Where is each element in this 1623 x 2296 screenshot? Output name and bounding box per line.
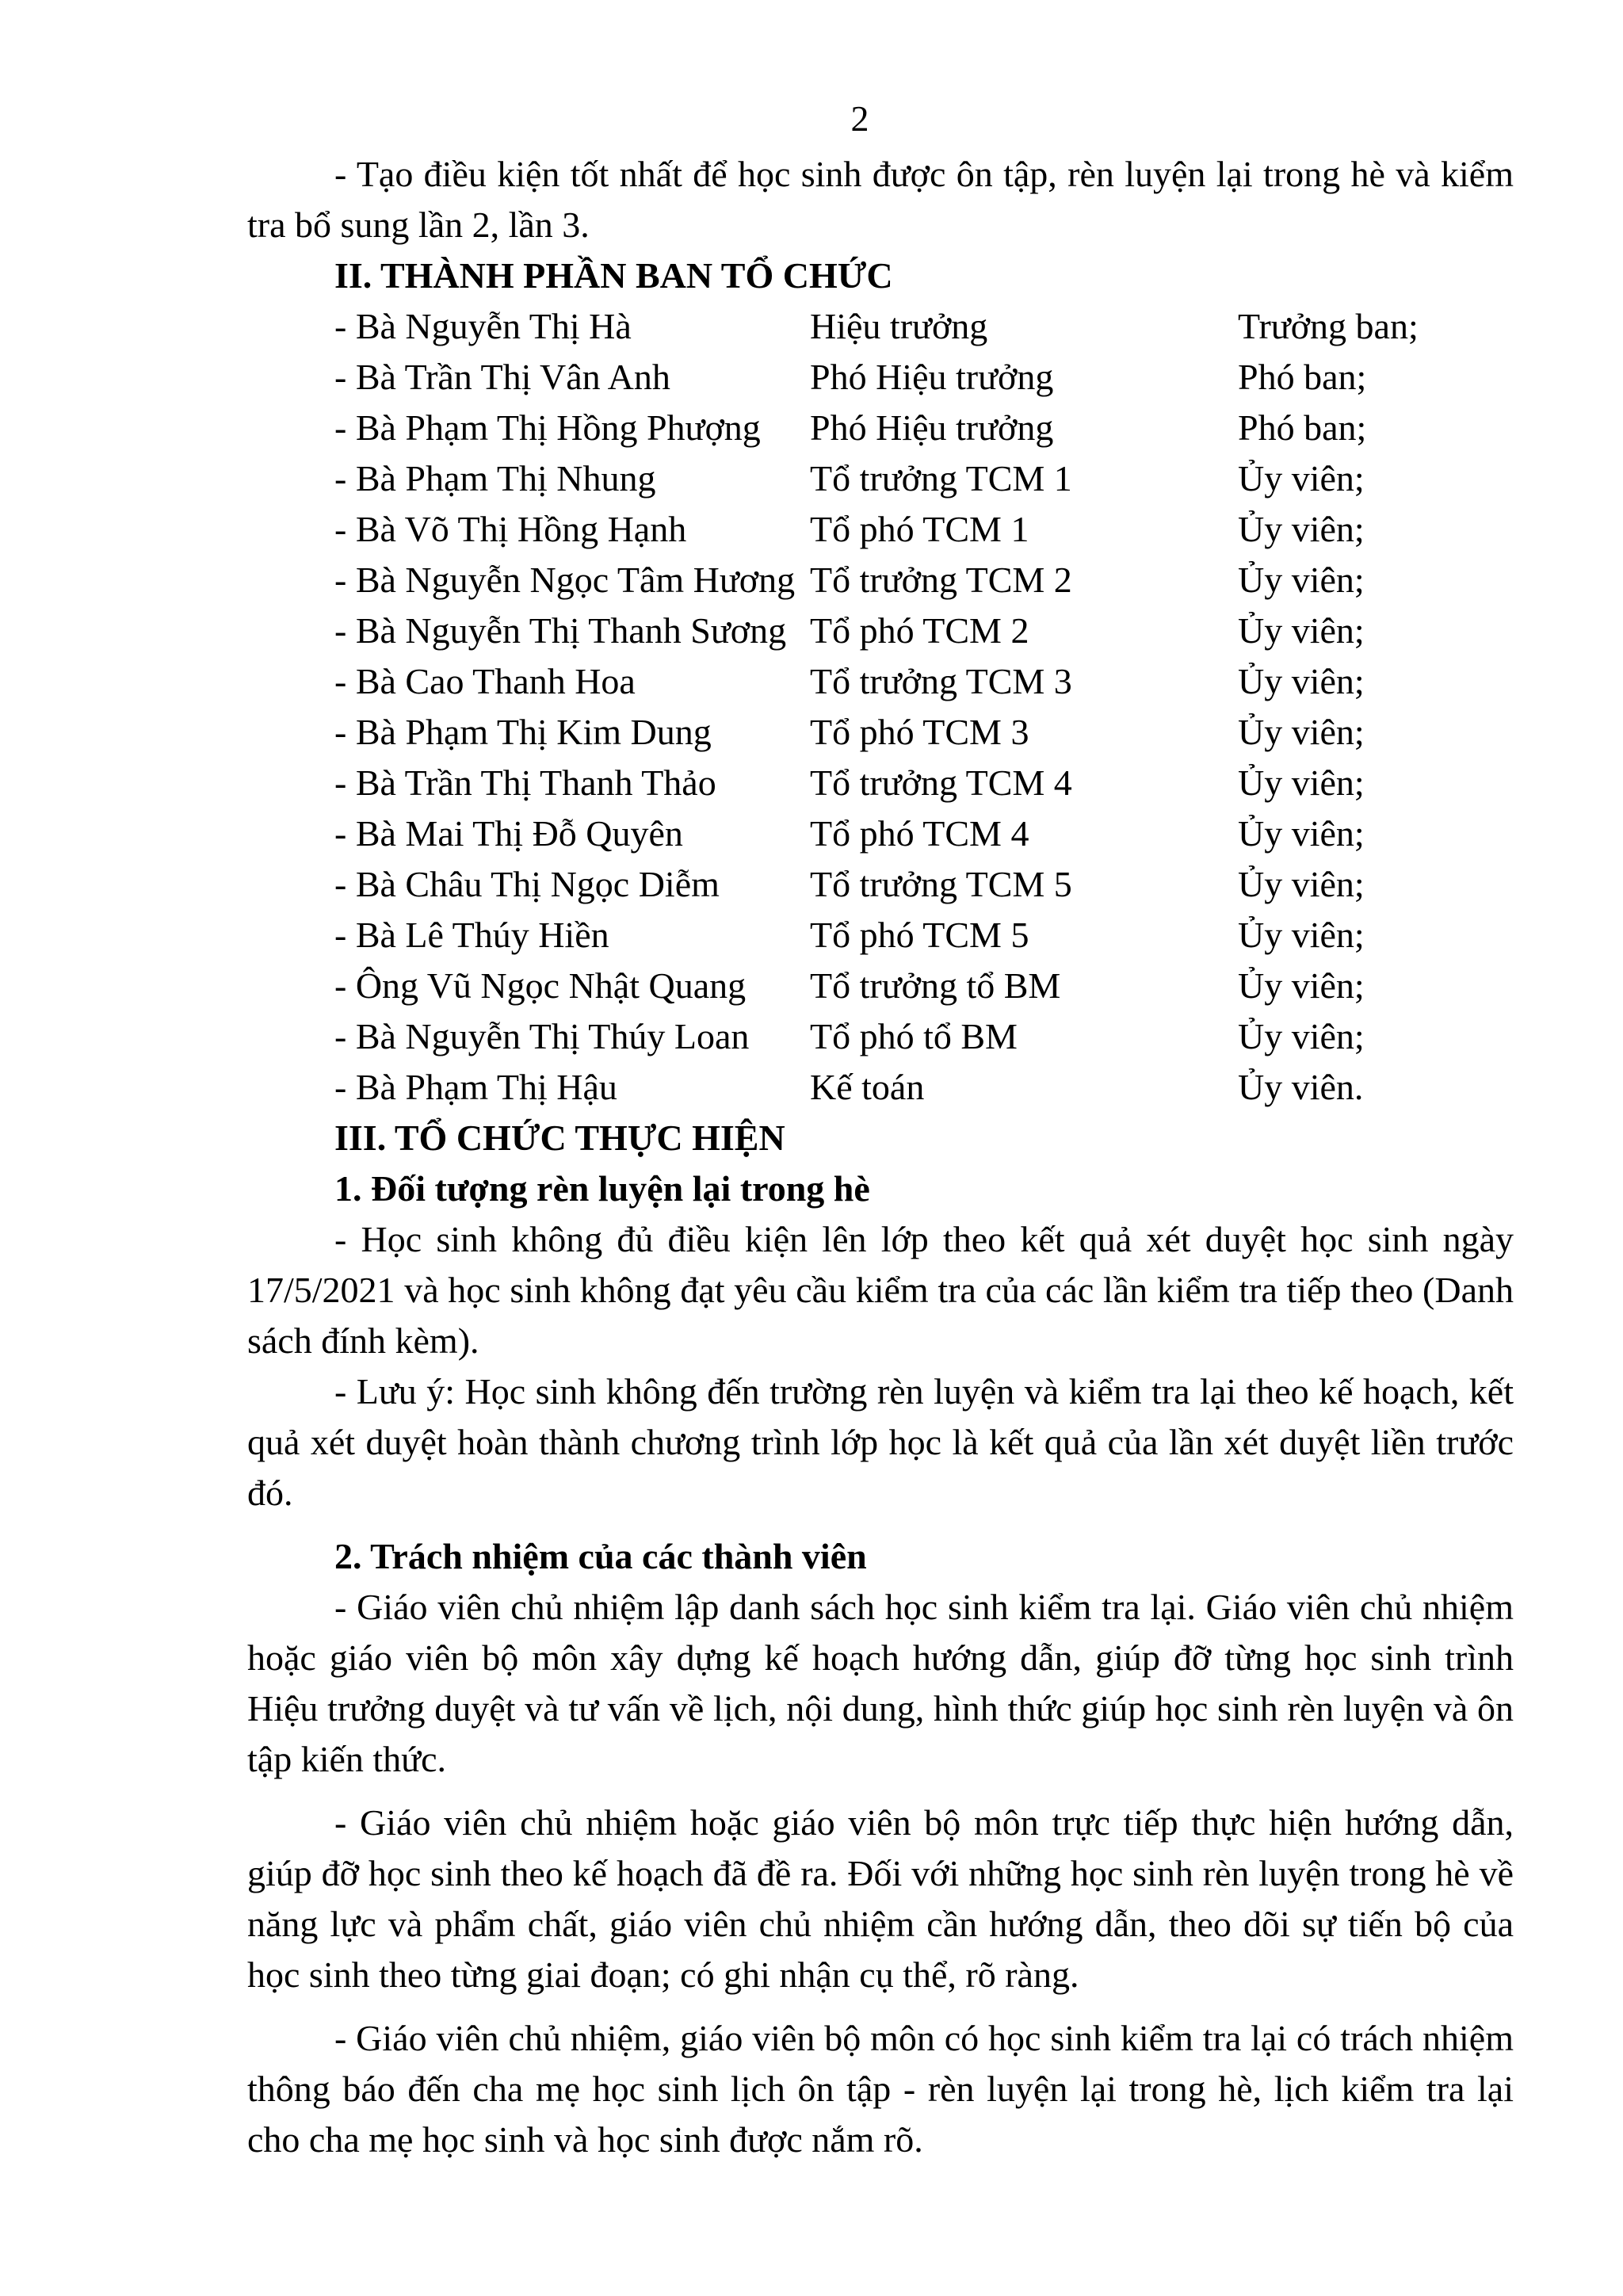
member-role: Phó Hiệu trưởng [810, 357, 1054, 397]
member-row [247, 352, 1514, 403]
member-name: - Bà Nguyễn Thị Hà [334, 306, 632, 346]
member-role: Tổ phó tổ BM [810, 1016, 1018, 1056]
member-duty: Ủy viên; [1238, 864, 1365, 904]
member-name: - Bà Cao Thanh Hoa [334, 661, 636, 701]
member-name: - Bà Phạm Thị Hồng Phượng [334, 407, 761, 448]
member-duty: Ủy viên; [1238, 813, 1365, 854]
member-role: Tổ phó TCM 2 [810, 610, 1029, 651]
member-duty: Ủy viên; [1238, 458, 1365, 499]
member-role: Kế toán [810, 1067, 925, 1107]
member-duty: Ủy viên. [1238, 1067, 1364, 1107]
member-list [247, 301, 1514, 1113]
member-row [247, 403, 1514, 453]
section-iii-title: III. TỔ CHỨC THỰC HIỆN [334, 1117, 785, 1158]
member-role: Tổ trưởng TCM 5 [810, 864, 1072, 904]
member-row [247, 961, 1514, 1011]
member-duty: Ủy viên; [1238, 661, 1365, 701]
member-row [247, 453, 1514, 504]
member-row [247, 859, 1514, 910]
member-duty: Phó ban; [1238, 407, 1367, 448]
member-role: Phó Hiệu trưởng [810, 407, 1054, 448]
member-duty: Ủy viên; [1238, 1016, 1365, 1056]
subsection-2-title: 2. Trách nhiệm của các thành viên [334, 1536, 867, 1576]
subsection-1-title: 1. Đối tượng rèn luyện lại trong hè [334, 1168, 870, 1209]
member-name: - Bà Trần Thị Thanh Thảo [334, 762, 716, 803]
member-row [247, 707, 1514, 758]
member-role: Tổ trưởng TCM 2 [810, 560, 1072, 600]
member-name: - Bà Phạm Thị Hậu [334, 1067, 617, 1107]
member-name: - Bà Phạm Thị Nhung [334, 458, 656, 499]
member-row [247, 555, 1514, 606]
member-duty: Ủy viên; [1238, 509, 1365, 549]
member-role: Tổ phó TCM 1 [810, 509, 1029, 549]
member-name: - Bà Võ Thị Hồng Hạnh [334, 509, 687, 549]
member-role: Tổ trưởng TCM 1 [810, 458, 1072, 499]
member-name: - Bà Nguyễn Thị Thanh Sương [334, 610, 787, 651]
member-row [247, 808, 1514, 859]
member-duty: Ủy viên; [1238, 965, 1365, 1006]
subsection-2-paragraph: - Giáo viên chủ nhiệm, giáo viên bộ môn có học sinh kiểm tra lại có trách nhiệm thông báo đến cha mẹ học sinh lịch ôn tập - rèn luyện lại trong hè, lịch kiểm tra lại cho cha mẹ học sinh và học sinh được nắm rõ. [247, 2018, 1514, 2160]
member-name: - Bà Nguyễn Ngọc Tâm Hương [334, 560, 796, 600]
member-name: - Bà Trần Thị Vân Anh [334, 357, 670, 397]
member-role: Tổ trưởng TCM 3 [810, 661, 1072, 701]
member-role: Tổ phó TCM 3 [810, 712, 1029, 752]
member-role: Hiệu trưởng [810, 306, 988, 346]
page-number: 2 [850, 98, 869, 139]
member-name: - Bà Lê Thúy Hiền [334, 915, 609, 955]
subsection-2-paragraph: - Giáo viên chủ nhiệm lập danh sách học sinh kiểm tra lại. Giáo viên chủ nhiệm hoặc giáo viên bộ môn xây dựng kế hoạch hướng dẫn, giúp đỡ từng học sinh trình Hiệu trưởng duyệt và tư vấn về lịch, nội dung, hình thức giúp học sinh rèn luyện và ôn tập kiến thức. [247, 1587, 1514, 1779]
member-role: Tổ trưởng TCM 4 [810, 762, 1072, 803]
member-row [247, 656, 1514, 707]
member-role: Tổ phó TCM 4 [810, 813, 1029, 854]
member-row [247, 606, 1514, 656]
member-name: - Bà Nguyễn Thị Thúy Loan [334, 1016, 750, 1056]
member-duty: Ủy viên; [1238, 560, 1365, 600]
subsection-1-paragraph: - Lưu ý: Học sinh không đến trường rèn luyện và kiểm tra lại theo kế hoạch, kết quả xét duyệt hoàn thành chương trình lớp học là kết quả của lần xét duyệt liền trước đó. [247, 1371, 1514, 1513]
member-name: - Bà Mai Thị Đỗ Quyên [334, 813, 683, 854]
member-row [247, 1011, 1514, 1062]
member-role: Tổ phó TCM 5 [810, 915, 1029, 955]
member-name: - Bà Phạm Thị Kim Dung [334, 712, 712, 752]
subsection-1-paragraph: - Học sinh không đủ điều kiện lên lớp theo kết quả xét duyệt học sinh ngày 17/5/2021 và học sinh không đạt yêu cầu kiểm tra của các lần kiểm tra tiếp theo (Danh sách đính kèm). [247, 1219, 1514, 1361]
member-row [247, 1062, 1514, 1113]
member-duty: Ủy viên; [1238, 712, 1365, 752]
subsection-2-paragraph: - Giáo viên chủ nhiệm hoặc giáo viên bộ môn trực tiếp thực hiện hướng dẫn, giúp đỡ học sinh theo kế hoạch đã đề ra. Đối với những học sinh rèn luyện trong hè về năng lực và phẩm chất, giáo viên chủ nhiệm cần hướng dẫn, theo dõi sự tiến bộ của học sinh theo từng giai đoạn; có ghi nhận cụ thể, rõ ràng. [247, 1802, 1514, 1995]
member-name: - Ông Vũ Ngọc Nhật Quang [334, 965, 747, 1006]
intro-paragraph: - Tạo điều kiện tốt nhất để học sinh được ôn tập, rèn luyện lại trong hè và kiểm tra bổ sung lần 2, lần 3. [247, 154, 1514, 245]
section-ii-title: II. THÀNH PHẦN BAN TỔ CHỨC [334, 255, 893, 296]
document-body [247, 149, 1514, 2165]
member-row [247, 758, 1514, 808]
member-role: Tổ trưởng tổ BM [810, 965, 1061, 1006]
member-row [247, 910, 1514, 961]
member-duty: Phó ban; [1238, 357, 1367, 397]
member-row [247, 301, 1514, 352]
member-duty: Ủy viên; [1238, 762, 1365, 803]
member-name: - Bà Châu Thị Ngọc Diễm [334, 864, 720, 904]
member-row [247, 504, 1514, 555]
member-duty: Ủy viên; [1238, 915, 1365, 955]
member-duty: Trưởng ban; [1238, 306, 1419, 346]
member-duty: Ủy viên; [1238, 610, 1365, 651]
